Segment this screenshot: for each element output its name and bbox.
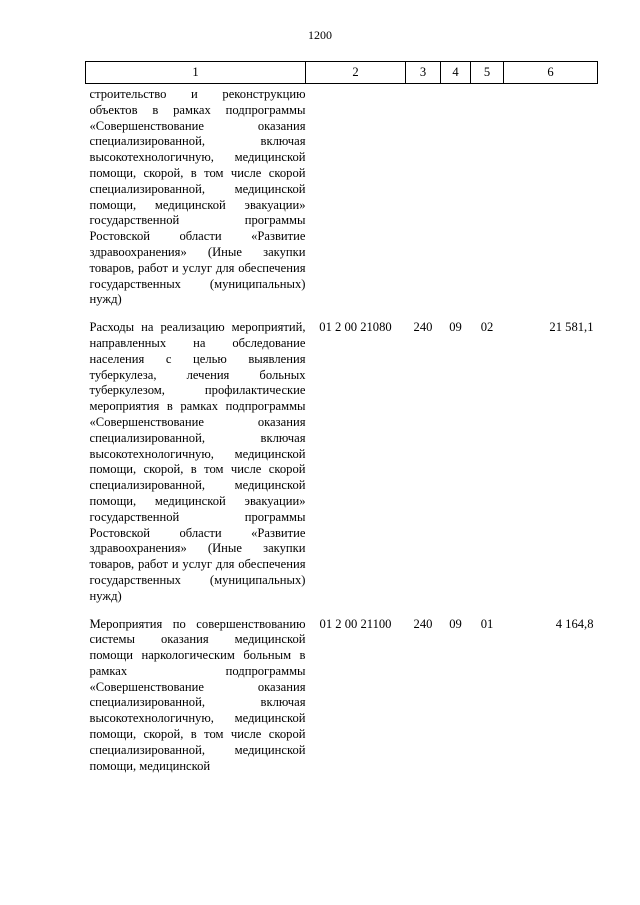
row-target-article: 01 2 00 21080 [319,320,392,335]
table-row [86,605,598,775]
page-number: 1200 [308,28,332,42]
row-subsection [471,84,504,309]
row-section: 09 [449,320,462,335]
row-section [441,84,471,309]
row-name: Мероприятия по совершенствованию системы оказания медицинской помощи наркологическим больным в рамках подпрограммы «Совершенствование оказания специализированной, включая высокотехнологичную, медицинской помощи, скорой, в том числе скорой специализированной, медицинской помощи, медицинской [89,616,306,773]
row-name: Расходы на реализацию мероприятий, направленных на обследование населения с целью выявления туберкулеза, лечения больных туберкулезом, профилактические мероприятия в рамках подпрограммы «Совершенствование оказания специализированной, включая высокотехнологичную, медицинской помощи, скорой, в том числе скорой специализированной, медицинской помощи, медицинской эвакуации» государственной программы Ростовской области «Развитие здравоохранения» (Иные закупки товаров, работ и услуг для обеспечения государственных (муниципальных) нужд) [89,320,306,603]
column-header-6: 6 [504,62,598,84]
column-header-1: 1 [86,62,306,84]
column-header-4: 4 [441,62,471,84]
row-target-article [306,84,406,309]
row-amount [504,84,598,309]
row-amount: 21 581,1 [549,320,594,335]
budget-table [85,61,598,774]
row-amount: 4 164,8 [555,616,594,631]
row-expense-type: 240 [413,616,433,631]
row-section: 09 [449,616,462,631]
column-header-2: 2 [306,62,406,84]
table-header-row [86,62,598,84]
table-row [86,308,598,604]
row-expense-type: 240 [413,320,433,335]
row-expense-type [406,84,441,309]
row-subsection: 02 [480,320,494,335]
table-row [86,84,598,309]
row-target-article: 01 2 00 21100 [319,616,392,631]
row-name: строительство и реконструкцию объектов в рамках подпрограммы «Совершенствование оказания специализированной, включая высокотехнологичную, медицинской помощи, скорой, в том числе скорой специализированной, медицинской помощи, медицинской эвакуации» государственной программы Ростовской области «Развитие здравоохранения» (Иные закупки товаров, работ и услуг для обеспечения государственных (муниципальных) нужд) [89,87,306,307]
column-header-5: 5 [471,62,504,84]
row-subsection: 01 [480,616,494,631]
column-header-3: 3 [406,62,441,84]
